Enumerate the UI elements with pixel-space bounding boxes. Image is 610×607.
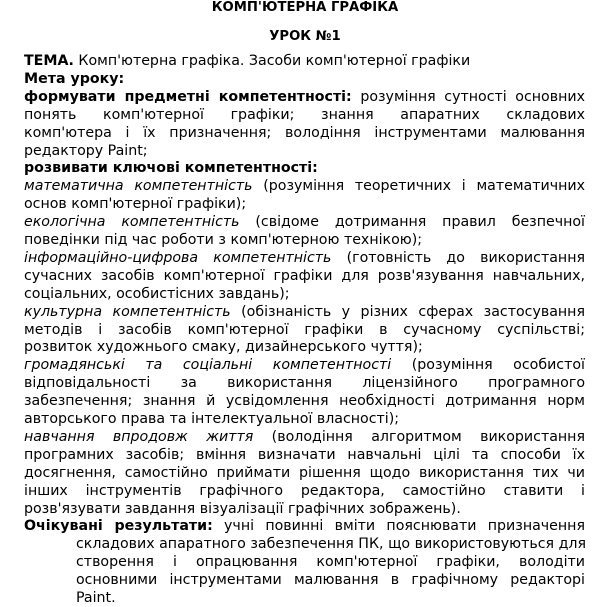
culture-competence-line-1: культурна компетентність (обізнаність у різних сферах застосування (24, 303, 585, 320)
learning-competence-line-2: програмних засобів; вміння визначати навчальні цілі та способи їх (24, 446, 585, 463)
topic-line (24, 52, 585, 70)
document-title: КОМП'ЮТЕРНА ГРАФІКА (211, 0, 399, 15)
civic-competence-line-4: авторського права та інтелектуальної власності); (24, 411, 400, 427)
info-competence-line-2: сучасних засобів комп'ютерної графіки для розв'язування навчальних, (24, 267, 585, 284)
civic-competence-line-3: забезпечення; знання й усвідомлення необхідності дотримання норм (24, 393, 585, 410)
eco-competence-line-2: поведінки під час роботи з комп'ютерною технікою); (24, 232, 423, 248)
goal-heading: Мета уроку: (24, 70, 125, 87)
culture-competence-name: культурна компетентність (24, 303, 231, 320)
subject-competence-line-4: редактору Paint; (24, 142, 148, 159)
learning-competence-line-4: інших інструментів графічного редактора, самостійно ставити і (24, 482, 585, 499)
math-competence-line-1: математична компетентність (розуміння теоретичних і математичних (24, 178, 585, 195)
info-competence-name: інформаційно-цифрова компетентність (24, 249, 332, 266)
learning-competence-line-5: розв'язувати завдання візуалізації графічних зображень). (24, 500, 461, 517)
civic-competence-line-2: відповідальності за використання ліцензійного програмного (24, 375, 585, 392)
subject-competence-line-2: понять комп'ютерної графіки; знання апаратних складових (24, 106, 585, 123)
topic-text: Комп'ютерна графіка. Засоби комп'ютерної графіки (73, 53, 471, 69)
results-line-4: основними інструментами малювання в графічному редакторі (76, 572, 585, 589)
results-line-5: Paint. (76, 590, 116, 606)
results-line-2: складових апаратного забезпечення ПК, що використовуються для (76, 536, 587, 553)
results-line-1: Очікувані результати: учні повинні вміти пояснювати призначення (24, 518, 585, 535)
eco-competence-name: екологічна компетентність (24, 214, 240, 231)
subject-competence-heading: формувати предметні компетентності: (24, 88, 352, 105)
subject-competence-line-3: комп'ютера і їх призначення; володіння інструментами малювання (24, 124, 585, 141)
culture-competence-line-3: розвиток художнього смаку, дизайнерського чуття); (24, 339, 423, 356)
learning-competence-line-1: навчання впродовж життя (володіння алгоритмом використання (24, 428, 585, 445)
eco-competence-line-1: екологічна компетентність (свідоме дотримання правил безпечної (24, 214, 585, 231)
info-competence-line-1: інформаційно-цифрова компетентність (готовність до використання (24, 249, 585, 266)
topic-label: ТЕМА. (24, 53, 74, 69)
lesson-number: УРОК №1 (269, 29, 341, 44)
learning-competence-line-3: досягнення, самостійно приймати рішення щодо використання тих чи (24, 464, 585, 481)
results-label: Очікувані результати: (24, 518, 213, 535)
civic-competence-line-1: громадянські та соціальні компетентності (розуміння особистої (24, 357, 585, 374)
math-competence-line-2: основ комп'ютерної графіки); (24, 196, 247, 213)
info-competence-line-3: соціальних, особистісних завдань); (24, 285, 290, 302)
civic-competence-name: громадянські та соціальні компетентності (24, 357, 392, 374)
key-competence-heading: розвивати ключові компетентності: (24, 160, 318, 177)
subject-competence-line-1: формувати предметні компетентності: розуміння сутності основних (24, 88, 585, 105)
math-competence-name: математична компетентність (24, 178, 253, 195)
results-line-3: створення і опрацювання комп'ютерної графіки, володіти (76, 554, 585, 571)
culture-competence-line-2: методів і засобів комп'ютерної графіки в сучасному суспільстві; (24, 321, 585, 338)
learning-competence-name: навчання впродовж життя (24, 428, 254, 445)
